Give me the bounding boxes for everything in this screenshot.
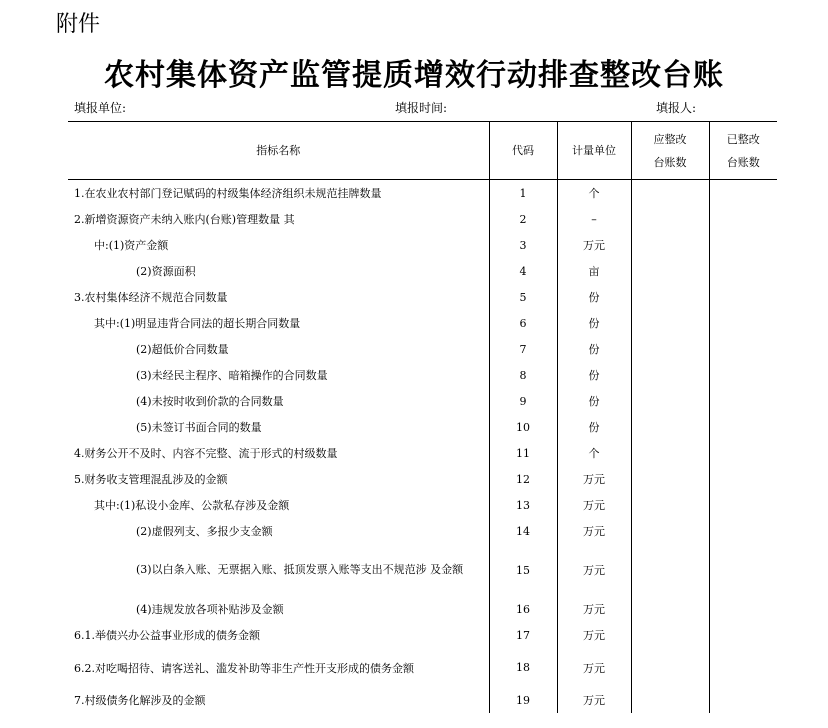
should-rectify-cell[interactable]: [631, 362, 709, 388]
indicator-name: 5.财务收支管理混乱涉及的金额: [74, 473, 228, 486]
indicator-code: 3: [489, 232, 557, 258]
measurement-unit: 份: [557, 336, 631, 362]
indicator-name-cell: [68, 466, 489, 492]
indicator-name: 中:(1)资产金额: [94, 239, 169, 252]
indicator-name: (5)未签订书面合同的数量: [136, 421, 262, 434]
indicator-name-cell: [68, 492, 489, 518]
indicator-code: 8: [489, 362, 557, 388]
indicator-name: (2)虚假列支、多报少支金额: [136, 525, 273, 538]
header-should-rectify-line2: 台账数: [653, 155, 687, 169]
should-rectify-cell[interactable]: [631, 180, 709, 207]
measurement-unit: 个: [557, 180, 631, 207]
table-row: [68, 622, 777, 648]
table-row: [68, 466, 777, 492]
measurement-unit: 份: [557, 414, 631, 440]
indicator-name-cell: [68, 622, 489, 648]
header-done-rectify-line1: 已整改: [726, 132, 760, 146]
should-rectify-cell[interactable]: [631, 596, 709, 622]
should-rectify-cell[interactable]: [631, 440, 709, 466]
indicator-name: (3)以白条入账、无票据入账、抵顶发票入账等支出不规范涉 及金额: [136, 563, 464, 576]
table-row: [68, 648, 777, 687]
table-row: [68, 258, 777, 284]
should-rectify-cell[interactable]: [631, 336, 709, 362]
indicator-code: 5: [489, 284, 557, 310]
done-rectify-cell[interactable]: [709, 648, 777, 687]
done-rectify-cell[interactable]: [709, 622, 777, 648]
header-should-rectify: [631, 122, 709, 180]
done-rectify-cell[interactable]: [709, 388, 777, 414]
indicator-name-cell: [68, 206, 489, 232]
measurement-unit: 份: [557, 388, 631, 414]
should-rectify-cell[interactable]: [631, 518, 709, 544]
indicator-name-cell: [68, 687, 489, 713]
table-row: [68, 206, 777, 232]
indicator-code: 18: [489, 648, 557, 687]
indicator-name-cell: [68, 388, 489, 414]
measurement-unit: 万元: [557, 648, 631, 687]
measurement-unit: 万元: [557, 466, 631, 492]
indicator-name-cell: [68, 648, 489, 687]
indicator-name: 6.2.对吃喝招待、请客送礼、滥发补助等非生产性开支形成的债务金额: [74, 661, 414, 675]
measurement-unit: 万元: [557, 622, 631, 648]
indicator-code: 4: [489, 258, 557, 284]
measurement-unit: 万元: [557, 492, 631, 518]
table-row: [68, 518, 777, 544]
table-row: [68, 440, 777, 466]
measurement-unit: 万元: [557, 544, 631, 596]
indicator-code: 2: [489, 206, 557, 232]
indicator-name-cell: [68, 310, 489, 336]
indicator-name-cell: [68, 336, 489, 362]
indicator-code: 14: [489, 518, 557, 544]
table-row: [68, 232, 777, 258]
indicator-code: 15: [489, 544, 557, 596]
indicator-name-cell: [68, 284, 489, 310]
indicator-code: 7: [489, 336, 557, 362]
header-unit: 计量单位: [557, 122, 631, 180]
done-rectify-cell[interactable]: [709, 492, 777, 518]
measurement-unit: 万元: [557, 232, 631, 258]
done-rectify-cell[interactable]: [709, 466, 777, 492]
table-row: [68, 596, 777, 622]
done-rectify-cell[interactable]: [709, 206, 777, 232]
done-rectify-cell[interactable]: [709, 258, 777, 284]
table-row: [68, 544, 777, 596]
indicator-code: 17: [489, 622, 557, 648]
indicator-name: 2.新增资源资产未纳入账内(台账)管理数量 其: [74, 213, 295, 226]
should-rectify-cell[interactable]: [631, 687, 709, 713]
measurement-unit: 亩: [557, 258, 631, 284]
done-rectify-cell[interactable]: [709, 414, 777, 440]
measurement-unit: –: [557, 206, 631, 232]
done-rectify-cell[interactable]: [709, 284, 777, 310]
indicator-name-cell: [68, 518, 489, 544]
indicator-name-cell: [68, 258, 489, 284]
should-rectify-cell[interactable]: [631, 232, 709, 258]
indicator-name-cell: [68, 596, 489, 622]
indicator-code: 9: [489, 388, 557, 414]
table-row: [68, 180, 777, 207]
table-row: [68, 388, 777, 414]
header-done-rectify-line2: 台账数: [726, 155, 760, 169]
indicator-name: 其中:(1)私设小金库、公款私存涉及金额: [94, 499, 290, 512]
done-rectify-cell[interactable]: [709, 232, 777, 258]
should-rectify-cell[interactable]: [631, 258, 709, 284]
measurement-unit: 份: [557, 310, 631, 336]
header-done-rectify: [709, 122, 777, 180]
done-rectify-cell[interactable]: [709, 336, 777, 362]
table-row: [68, 284, 777, 310]
indicator-name-cell: [68, 440, 489, 466]
indicator-name: 7.村级债务化解涉及的金额: [74, 694, 206, 707]
header-code: 代码: [489, 122, 557, 180]
should-rectify-cell[interactable]: [631, 622, 709, 648]
indicator-name: (2)资源面积: [136, 265, 196, 278]
table-row: [68, 492, 777, 518]
should-rectify-cell[interactable]: [631, 544, 709, 596]
reporting-time-label: 填报时间:: [395, 101, 448, 115]
indicator-name: (4)违规发放各项补贴涉及金额: [136, 603, 284, 616]
indicator-code: 10: [489, 414, 557, 440]
indicator-name-cell: [68, 362, 489, 388]
should-rectify-cell[interactable]: [631, 284, 709, 310]
indicator-name: (4)未按时收到价款的合同数量: [136, 395, 284, 408]
header-should-rectify-line1: 应整改: [653, 132, 687, 146]
indicator-name: 其中:(1)明显违背合同法的超长期合同数量: [94, 317, 301, 330]
page-title: 农村集体资产监管提质增效行动排查整改台账: [104, 58, 724, 93]
indicator-name-cell: [68, 232, 489, 258]
table-row: [68, 362, 777, 388]
header-indicator-name: 指标名称: [68, 122, 489, 180]
should-rectify-cell[interactable]: [631, 466, 709, 492]
measurement-unit: 万元: [557, 596, 631, 622]
should-rectify-cell[interactable]: [631, 310, 709, 336]
indicator-name-cell: [68, 414, 489, 440]
indicator-code: 12: [489, 466, 557, 492]
table-row: [68, 310, 777, 336]
measurement-unit: 万元: [557, 687, 631, 713]
indicator-code: 6: [489, 310, 557, 336]
done-rectify-cell[interactable]: [709, 596, 777, 622]
done-rectify-cell[interactable]: [709, 310, 777, 336]
table-row: [68, 687, 777, 713]
indicator-name: 4.财务公开不及时、内容不完整、流于形式的村级数量: [74, 447, 338, 460]
done-rectify-cell[interactable]: [709, 362, 777, 388]
attachment-label: 附件: [56, 12, 101, 37]
indicator-code: 11: [489, 440, 557, 466]
reporter-label: 填报人:: [656, 101, 697, 115]
table-body: [68, 180, 777, 714]
ledger-table: [68, 121, 777, 713]
done-rectify-cell[interactable]: [709, 518, 777, 544]
indicator-name: (2)超低价合同数量: [136, 343, 229, 356]
indicator-code: 1: [489, 180, 557, 207]
indicator-name: (3)未经民主程序、暗箱操作的合同数量: [136, 369, 328, 382]
indicator-code: 19: [489, 687, 557, 713]
indicator-name-cell: [68, 544, 489, 596]
indicator-name-cell: [68, 180, 489, 207]
indicator-code: 16: [489, 596, 557, 622]
table-header-row: [68, 122, 777, 180]
should-rectify-cell[interactable]: [631, 492, 709, 518]
done-rectify-cell[interactable]: [709, 180, 777, 207]
should-rectify-cell[interactable]: [631, 388, 709, 414]
reporting-unit-label: 填报单位:: [74, 101, 127, 115]
measurement-unit: 份: [557, 362, 631, 388]
indicator-name: 3.农村集体经济不规范合同数量: [74, 291, 228, 304]
table-row: [68, 414, 777, 440]
done-rectify-cell[interactable]: [709, 440, 777, 466]
indicator-code: 13: [489, 492, 557, 518]
measurement-unit: 个: [557, 440, 631, 466]
table-row: [68, 336, 777, 362]
done-rectify-cell[interactable]: [709, 687, 777, 713]
measurement-unit: 万元: [557, 518, 631, 544]
indicator-name: 1.在农业农村部门登记赋码的村级集体经济组织未规范挂牌数量: [74, 187, 382, 200]
measurement-unit: 份: [557, 284, 631, 310]
should-rectify-cell[interactable]: [631, 414, 709, 440]
done-rectify-cell[interactable]: [709, 544, 777, 596]
should-rectify-cell[interactable]: [631, 648, 709, 687]
should-rectify-cell[interactable]: [631, 206, 709, 232]
indicator-name: 6.1.举债兴办公益事业形成的债务金额: [74, 629, 260, 642]
